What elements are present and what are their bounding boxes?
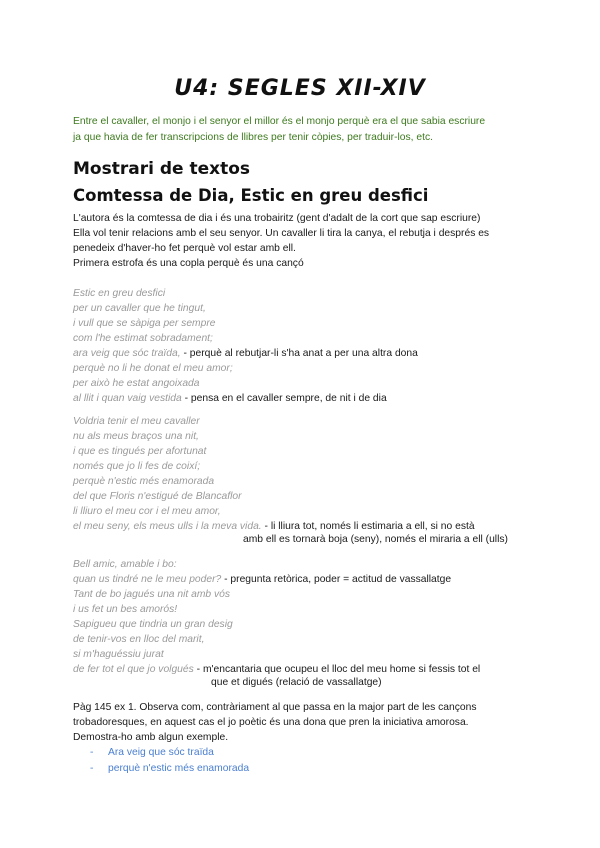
poem-note: - li lliura tot, només li estimaria a ell, si no està: [261, 521, 475, 532]
poem-line: i vull que se sàpiga per sempre: [73, 318, 216, 329]
intro-line: Entre el cavaller, el monjo i el senyor el millor és el monjo perquè era el que sabia escriure: [73, 116, 486, 127]
page-title: U4: SEGLES XII-XIV: [174, 76, 426, 101]
poem-line: i us fet un bes amorós!: [73, 604, 178, 615]
section-heading: Mostrari de textos: [73, 159, 250, 179]
poem-line: si m'haguéssiu jurat: [73, 649, 164, 660]
poem-line: [73, 663, 480, 677]
poem-text: el meu seny, els meus ulls i la meva vida.: [73, 521, 262, 532]
poem-line: com l'he estimat sobradament;: [73, 333, 213, 344]
exercise-line: trobadoresques, en aquest cas el jo poètic és una dona que pren la iniciativa amorosa.: [73, 717, 469, 728]
intro-paragraph: [73, 114, 543, 146]
poem-text: de fer tot el que jo volgués: [73, 664, 194, 675]
exercise-line: Pàg 145 ex 1. Observa com, contràriament al que passa en la major part de les cançons: [73, 702, 477, 713]
poem-note: - m'encantaria que ocupeu el lloc del meu home si fessis tot el: [193, 664, 481, 675]
poem-line: nu als meus braços una nit,: [73, 431, 199, 442]
poem-line: li lliuro el meu cor i el meu amor,: [73, 506, 221, 517]
poem-line: del que Floris n'estigué de Blancaflor: [73, 491, 242, 502]
poem-line: [73, 347, 418, 361]
list-bullet: -: [90, 763, 94, 774]
poem-line: per això he estat angoixada: [73, 378, 200, 389]
poem-text: quan us tindré ne le meu poder?: [73, 574, 222, 585]
poem-note: - pregunta retòrica, poder = actitud de vassallatge: [221, 574, 452, 585]
poem-note: - pensa en el cavaller sempre, de nit i de dia: [181, 393, 387, 404]
poem-line: [73, 520, 475, 534]
description-line: Ella vol tenir relacions amb el seu senyor. Un cavaller li tira la canya, el rebutja i després es: [73, 228, 490, 239]
poem-line: només que jo li fes de coixí;: [73, 461, 201, 472]
poem-text: al llit i quan vaig vestida: [73, 393, 182, 404]
poem-line: [73, 573, 451, 587]
poem-line: per un cavaller que he tingut,: [73, 303, 206, 314]
exercise-line: Demostra-ho amb algun exemple.: [73, 732, 229, 743]
poem-text: ara veig que sóc traïda,: [73, 348, 181, 359]
poem-line: de tenir-vos en lloc del marit,: [73, 634, 205, 645]
poem-note: - perquè al rebutjar-li s'ha anat a per una altra dona: [180, 348, 418, 359]
text-heading: Comtessa de Dia, Estic en greu desfici: [73, 186, 429, 205]
intro-line: ja que havia de fer transcripcions de llibres per tenir còpies, per traduir-los, etc.: [73, 132, 433, 143]
example-item: perquè n'estic més enamorada: [108, 763, 250, 774]
poem-line: Estic en greu desfici: [73, 288, 166, 299]
poem-line: Tant de bo jagués una nit amb vós: [73, 589, 231, 600]
poem-line: perquè no li he donat el meu amor;: [73, 363, 233, 374]
description-line: L'autora és la comtessa de dia i és una trobairitz (gent d'adalt de la cort que sap escriure): [73, 213, 481, 224]
poem-line: i que es tingués per afortunat: [73, 446, 207, 457]
list-bullet: -: [90, 747, 94, 758]
poem-note-continuation: amb ell es tornarà boja (seny), només el miraria a ell (ulls): [243, 534, 508, 545]
poem-line: Voldria tenir el meu cavaller: [73, 416, 200, 427]
example-item: Ara veig que sóc traïda: [108, 747, 214, 758]
description-line: penedeix d'haver-ho fet perquè vol estar amb ell.: [73, 243, 296, 254]
poem-line: [73, 392, 387, 406]
poem-line: Bell amic, amable i bo:: [73, 559, 177, 570]
poem-line: Sapigueu que tindria un gran desig: [73, 619, 233, 630]
description-line: Primera estrofa és una copla perquè és una cançó: [73, 258, 304, 269]
poem-line: perquè n'estic més enamorada: [73, 476, 215, 487]
poem-note-continuation: que et digués (relació de vassallatge): [211, 677, 382, 688]
